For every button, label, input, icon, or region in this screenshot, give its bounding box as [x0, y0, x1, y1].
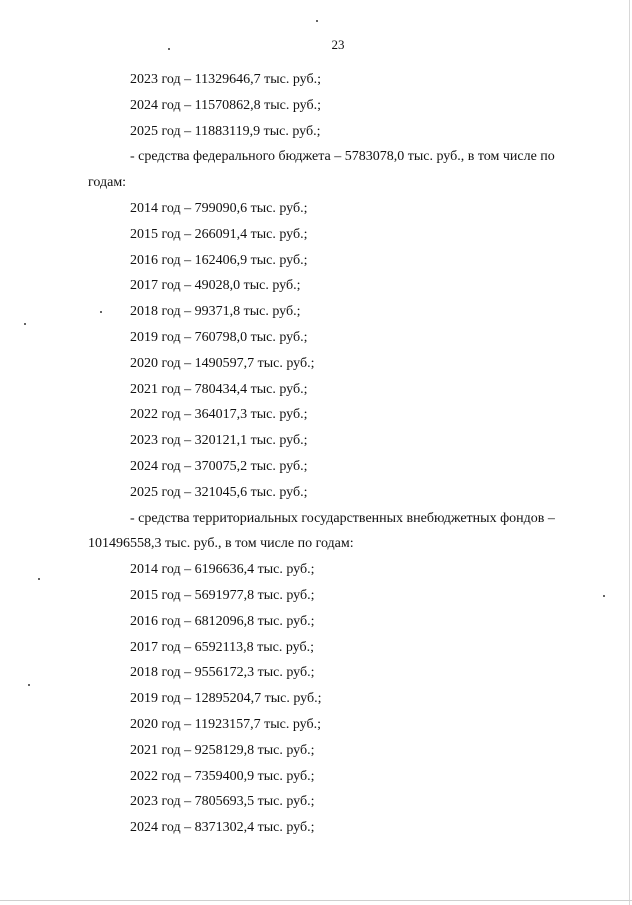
year-line: 2014 год – 6196636,4 тыс. руб.;	[130, 562, 315, 578]
year-line: 2021 год – 9258129,8 тыс. руб.;	[130, 742, 315, 758]
scan-edge-bottom	[0, 900, 632, 901]
year-line: 2024 год – 370075,2 тыс. руб.;	[130, 458, 308, 474]
year-line: 2017 год – 49028,0 тыс. руб.;	[130, 278, 301, 294]
year-line: 2023 год – 320121,1 тыс. руб.;	[130, 433, 308, 449]
scan-speck	[28, 684, 30, 686]
scan-speck	[316, 20, 318, 22]
year-line: 2022 год – 7359400,9 тыс. руб.;	[130, 768, 315, 784]
year-line: 2018 год – 9556172,3 тыс. руб.;	[130, 665, 315, 681]
federal-budget-heading-cont: годам:	[88, 175, 127, 191]
territorial-funds-heading: - средства территориальных государственных внебюджетных фондов –	[130, 510, 555, 526]
year-line: 2024 год – 8371302,4 тыс. руб.;	[130, 820, 315, 836]
year-line: 2019 год – 12895204,7 тыс. руб.;	[130, 691, 322, 707]
year-line: 2023 год – 11329646,7 тыс. руб.;	[130, 72, 321, 87]
scan-speck	[168, 48, 170, 50]
year-line: 2021 год – 780434,4 тыс. руб.;	[130, 381, 308, 397]
scan-edge-right	[629, 0, 630, 905]
year-line: 2015 год – 5691977,8 тыс. руб.;	[130, 587, 315, 603]
year-line: 2025 год – 11883119,9 тыс. руб.;	[130, 123, 321, 139]
year-line: 2020 год – 1490597,7 тыс. руб.;	[130, 355, 315, 371]
year-line: 2017 год – 6592113,8 тыс. руб.;	[130, 639, 314, 655]
federal-budget-heading: - средства федерального бюджета – 5783078,0 тыс. руб., в том числе по	[130, 149, 555, 165]
year-line: 2015 год – 266091,4 тыс. руб.;	[130, 226, 308, 242]
scan-speck	[24, 323, 26, 325]
year-line: 2022 год – 364017,3 тыс. руб.;	[130, 407, 308, 423]
year-line: 2016 год – 6812096,8 тыс. руб.;	[130, 613, 315, 629]
year-line: 2020 год – 11923157,7 тыс. руб.;	[130, 716, 321, 732]
page-number: 23	[331, 37, 345, 52]
year-line: 2016 год – 162406,9 тыс. руб.;	[130, 252, 308, 268]
year-line: 2019 год – 760798,0 тыс. руб.;	[130, 329, 308, 345]
scan-speck	[603, 595, 605, 597]
territorial-funds-heading-cont: 101496558,3 тыс. руб., в том числе по годам:	[88, 536, 354, 552]
document-body	[88, 67, 593, 841]
year-line: 2014 год – 799090,6 тыс. руб.;	[130, 200, 308, 216]
year-line: 2025 год – 321045,6 тыс. руб.;	[130, 484, 308, 500]
scan-speck	[100, 311, 102, 313]
year-line: 2018 год – 99371,8 тыс. руб.;	[130, 304, 301, 320]
year-line: 2023 год – 7805693,5 тыс. руб.;	[130, 794, 315, 810]
year-line: 2024 год – 11570862,8 тыс. руб.;	[130, 97, 321, 113]
scan-speck	[38, 578, 40, 580]
